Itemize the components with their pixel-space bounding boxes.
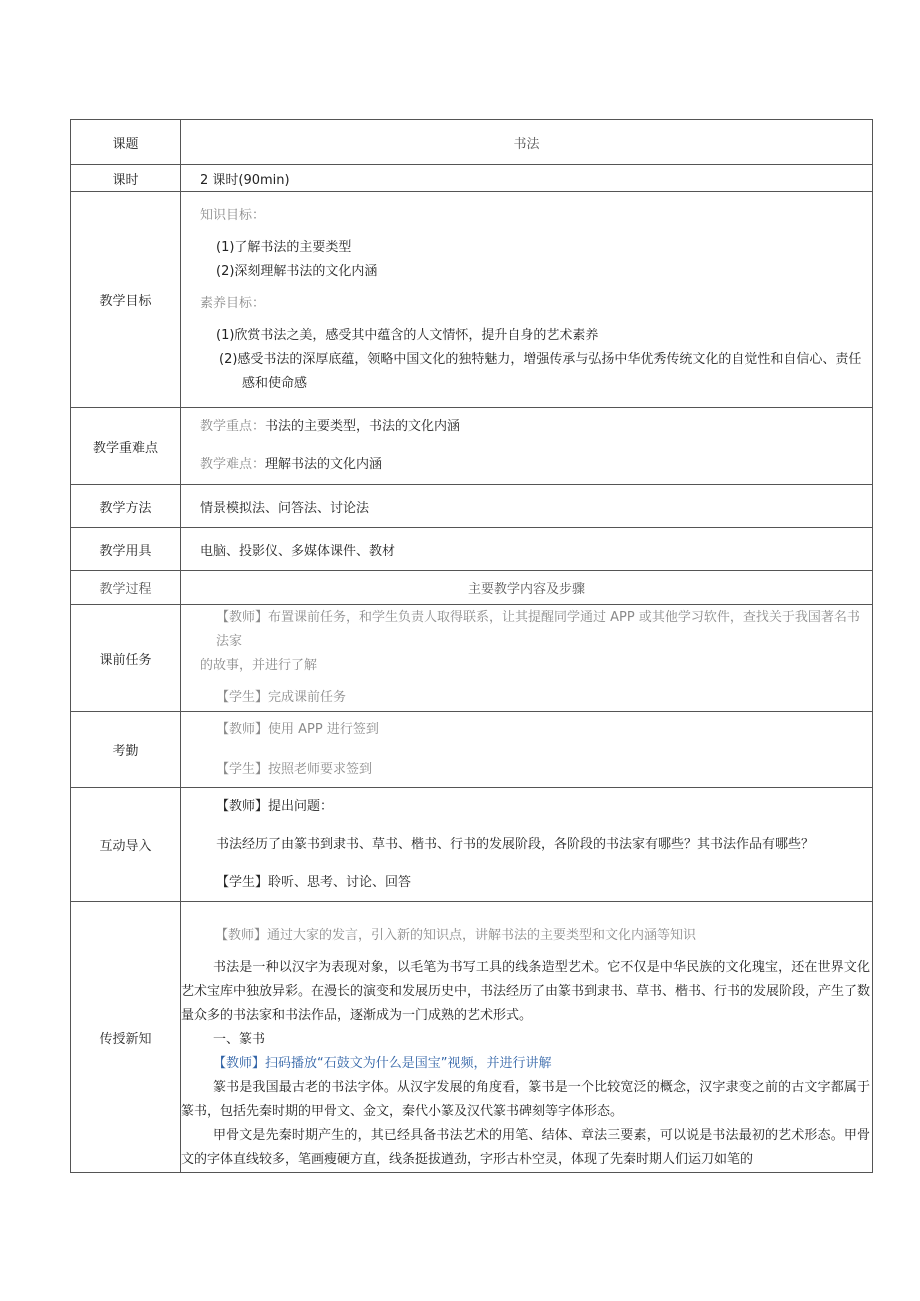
hours-label: 课时	[71, 165, 181, 192]
row-topic	[71, 120, 873, 165]
quality-item-2-cont: 感和使命感	[242, 375, 308, 391]
paragraph-intro: 书法是一种以汉字为表现对象，以毛笔为书写工具的线条造型艺术。它不仅是中华民族的文化瑰宝，还在世界文化艺术宝库中独放异彩。在漫长的演变和发展历史中，书法经历了由篆书到隶书、草书、楷书、行书的发展阶段，产生了数量众多的书法家和书法作品，逐渐成为一门成熟的艺术形式。	[181, 960, 871, 1023]
row-intro	[71, 788, 873, 902]
intro-content	[181, 788, 873, 902]
row-pre-task	[71, 605, 873, 712]
row-attendance	[71, 712, 873, 788]
new-knowledge-label: 传授新知	[71, 902, 181, 1173]
topic-title: 书法	[181, 120, 873, 165]
key-label: 教学重难点	[71, 408, 181, 485]
pre-task-label: 课前任务	[71, 605, 181, 712]
knowledge-item-2: (2)深刻理解书法的文化内涵	[216, 263, 378, 279]
paragraph-zhuanshu: 篆书是我国最古老的书法字体。从汉字发展的角度看，篆书是一个比较宽泛的概念，汉字隶变之前的古文字都属于篆书，包括先秦时期的甲骨文、金文，秦代小篆及汉代篆书碑刻等字体形态。	[181, 1080, 870, 1119]
hours-value: 2 课时(90min)	[181, 165, 873, 192]
intro-student: 【学生】聆听、思考、讨论、回答	[216, 874, 412, 890]
process-header-right: 主要教学内容及步骤	[181, 571, 873, 605]
row-goals	[71, 192, 873, 408]
paragraph-jiaguwen: 甲骨文是先秦时期产生的，其已经具备书法艺术的用笔、结体、章法三要素，可以说是书法最初的艺术形态。甲骨文的字体直线较多，笔画瘦硬方直，线条挺拔遒劲，字形古朴空灵，体现了先秦时期人们运刀如笔的	[181, 1128, 870, 1167]
pre-task-teacher: 【教师】布置课前任务，和学生负责人取得联系，让其提醒同学通过 APP 或其他学习软件，查找关于我国著名书法家	[216, 610, 860, 649]
tools-value: 电脑、投影仪、多媒体课件、教材	[181, 528, 873, 571]
section-heading-zhuanshu: 一、篆书	[213, 1032, 266, 1047]
attendance-label: 考勤	[71, 712, 181, 788]
pre-task-teacher-cont: 的故事，并进行了解	[200, 658, 318, 673]
focus-tag: 教学重点：	[200, 419, 266, 434]
new-knowledge-teacher: 【教师】通过大家的发言，引入新的知识点，讲解书法的主要类型和文化内涵等知识	[215, 928, 697, 943]
pre-task-content	[181, 605, 873, 712]
pre-task-student: 【学生】完成课前任务	[216, 690, 347, 705]
row-tools	[71, 528, 873, 571]
quality-item-2: (2)感受书法的深厚底蕴，领略中国文化的独特魅力，增强传承与弘扬中华优秀传统文化的自觉性和自信心、责任	[219, 351, 862, 367]
new-knowledge-content	[181, 902, 873, 1173]
intro-teacher: 【教师】提出问题：	[216, 798, 334, 814]
attendance-teacher: 【教师】使用 APP 进行签到	[216, 721, 379, 737]
row-key-points	[71, 408, 873, 485]
intro-question: 书法经历了由篆书到隶书、草书、楷书、行书的发展阶段，各阶段的书法家有哪些？其书法作品有哪些？	[216, 836, 815, 852]
method-value: 情景模拟法、问答法、讨论法	[181, 485, 873, 528]
focus-text: 书法的主要类型，书法的文化内涵	[265, 419, 461, 434]
process-header-left: 教学过程	[71, 571, 181, 605]
difficulty-tag: 教学难点：	[200, 457, 266, 472]
knowledge-item-1: (1)了解书法的主要类型	[216, 239, 352, 255]
goals-label: 教学目标	[71, 192, 181, 408]
row-process-header	[71, 571, 873, 605]
key-content	[181, 408, 873, 485]
tools-label: 教学用具	[71, 528, 181, 571]
row-method	[71, 485, 873, 528]
row-new-knowledge	[71, 902, 873, 1173]
quality-item-1: (1)欣赏书法之美，感受其中蕴含的人文情怀，提升自身的艺术素养	[216, 327, 599, 343]
attendance-content	[181, 712, 873, 788]
goals-content	[181, 192, 873, 408]
attendance-student: 【学生】按照老师要求签到	[216, 761, 373, 777]
knowledge-heading: 知识目标：	[200, 207, 266, 223]
lesson-plan-table	[70, 119, 873, 1173]
difficulty-text: 理解书法的文化内涵	[265, 457, 383, 472]
intro-label: 互动导入	[71, 788, 181, 902]
quality-heading: 素养目标：	[200, 295, 266, 311]
topic-label: 课题	[71, 120, 181, 165]
video-instruction: 【教师】扫码播放“石鼓文为什么是国宝”视频，并进行讲解	[213, 1056, 552, 1071]
row-hours	[71, 165, 873, 192]
method-label: 教学方法	[71, 485, 181, 528]
